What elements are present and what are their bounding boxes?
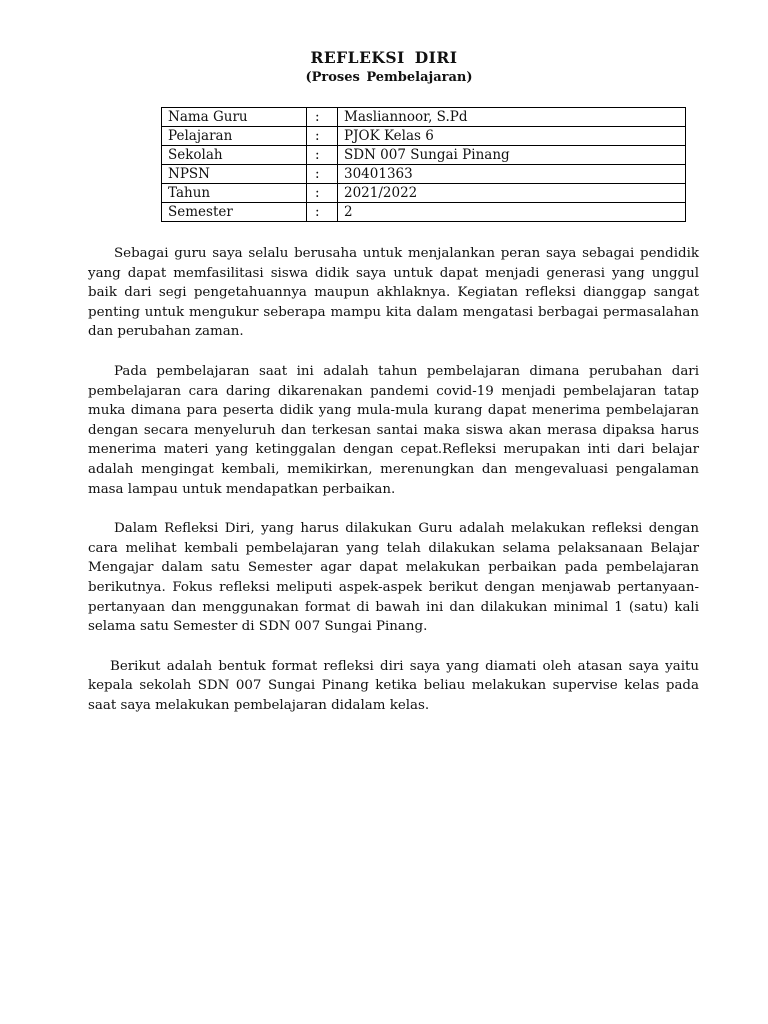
teacher-info-table [161, 107, 686, 222]
row-value: 2 [338, 203, 686, 222]
row-label: Nama Guru [162, 108, 307, 127]
row-value: PJOK Kelas 6 [338, 127, 686, 146]
row-label: Sekolah [162, 146, 307, 165]
row-value: Masliannoor, S.Pd [338, 108, 686, 127]
row-value: 2021/2022 [338, 184, 686, 203]
row-colon: : [307, 184, 338, 203]
table-row [162, 108, 686, 127]
table-row [162, 184, 686, 203]
paragraph-context: Pada pembelajaran saat ini adalah tahun pembelajaran dimana perubahan dari pembelajaran cara daring dikarenakan pandemi covid-19 menjadi pembelajaran tatap muka dimana para peserta didik yang mula-mula kurang dapat menerima pembelajaran dengan secara menyeluruh dan terkesan santai maka siswa akan merasa dipaksa harus menerima materi yang ketinggalan dengan cepat.Refleksi merupakan inti dari belajar adalah mengingat kembali, memikirkan, merenungkan dan mengevaluasi pengalaman masa lampau untuk mendapatkan perbaikan. [88, 363, 699, 497]
row-colon: : [307, 203, 338, 222]
row-value: 30401363 [338, 165, 686, 184]
table-row [162, 165, 686, 184]
row-label: Semester [162, 203, 307, 222]
document-title: REFLEKSI DIRI [310, 48, 458, 67]
paragraph-intro: Sebagai guru saya selalu berusaha untuk menjalankan peran saya sebagai pendidik yang dapat memfasilitasi siswa didik saya untuk dapat menjadi generasi yang unggul baik dari segi pengetahuannya maupun akhlaknya. Kegiatan refleksi dianggap sangat penting untuk mengukur seberapa mampu kita dalam mengatasi berbagai permasalahan dan perubahan zaman. [88, 246, 699, 340]
row-label: Tahun [162, 184, 307, 203]
table-row [162, 146, 686, 165]
paragraph-reflection-method: Dalam Refleksi Diri, yang harus dilakukan Guru adalah melakukan refleksi dengan cara melihat kembali pembelajaran yang telah dilakukan selama pelaksanaan Belajar Mengajar dalam satu Semester agar dapat melakukan perbaikan pada pembelajaran berikutnya. Fokus refleksi meliputi aspek-aspek berikut dengan menjawab pertanyaan-pertanyaan dan menggunakan format di bawah ini dan dilakukan minimal 1 (satu) kali selama satu Semester di SDN 007 Sungai Pinang. [88, 521, 699, 635]
table-row [162, 127, 686, 146]
row-colon: : [307, 127, 338, 146]
row-label: NPSN [162, 165, 307, 184]
row-value: SDN 007 Sungai Pinang [338, 146, 686, 165]
table-row [162, 203, 686, 222]
paragraph-format-note: Berikut adalah bentuk format refleksi diri saya yang diamati oleh atasan saya yaitu kepala sekolah SDN 007 Sungai Pinang ketika beliau melakukan supervise kelas pada saat saya melakukan pembelajaran didalam kelas. [88, 658, 699, 713]
row-colon: : [307, 108, 338, 127]
row-colon: : [307, 165, 338, 184]
row-colon: : [307, 146, 338, 165]
document-subtitle: (Proses Pembelajaran) [305, 70, 473, 85]
body-text [88, 244, 699, 735]
row-label: Pelajaran [162, 127, 307, 146]
